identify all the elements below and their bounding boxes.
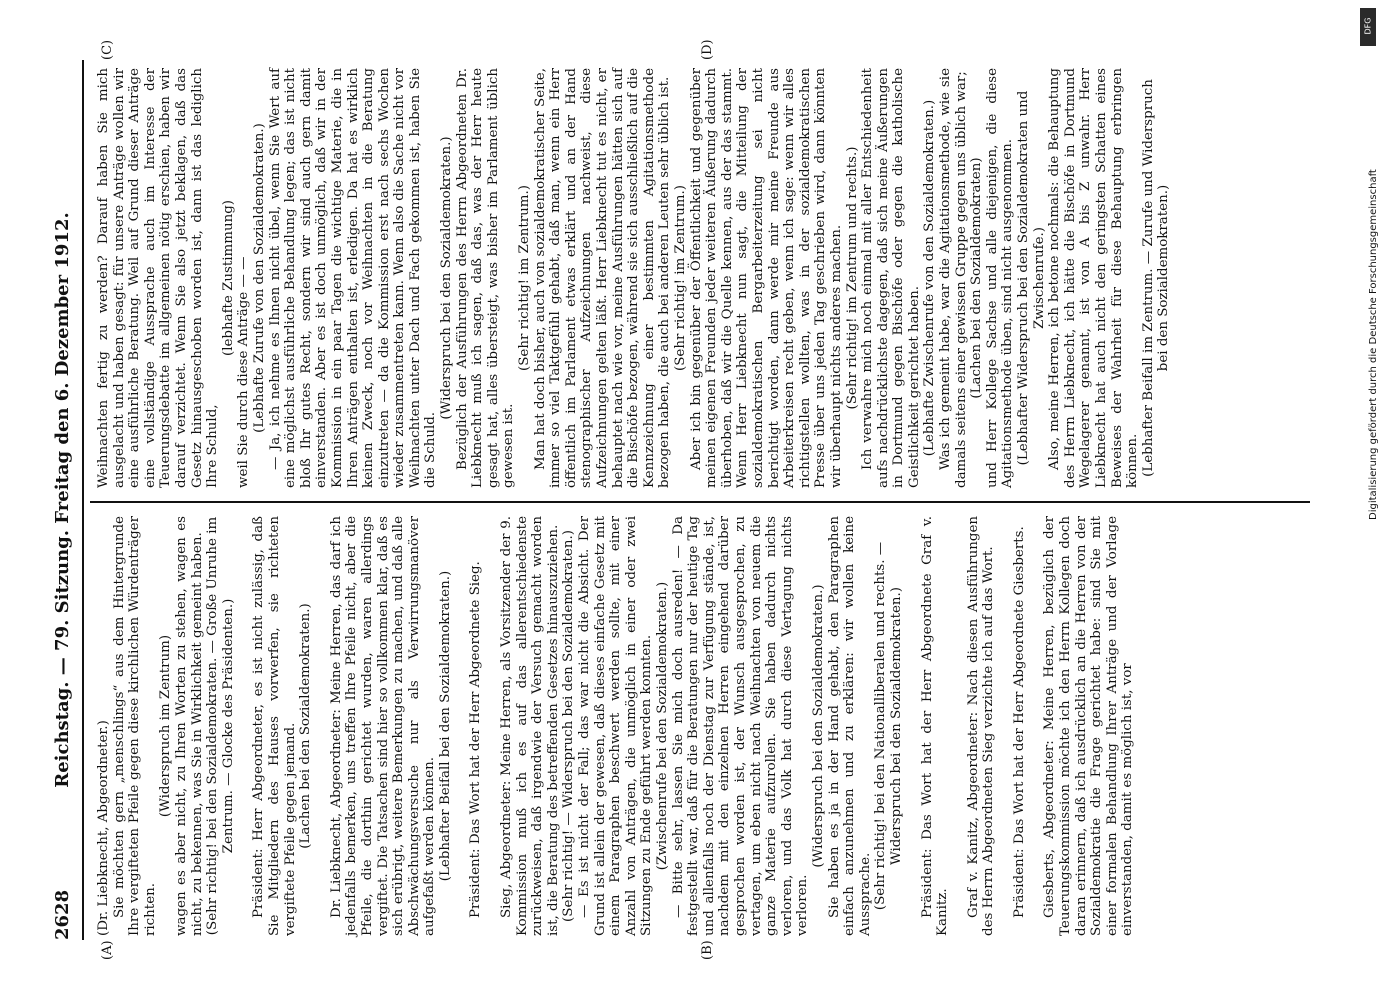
paragraph: Präsident: Das Wort hat der Herr Abgeordnete Graf v. Kanitz. — [919, 516, 951, 936]
paragraph: wagen es aber nicht, zu Ihren Worten zu stehen, wagen es nicht, zu bekennen, was Sie in Wirklichkeit gemeint haben. — [173, 516, 205, 936]
margin-marker-c: (C) — [100, 39, 115, 60]
paragraph: Präsident: Herr Abgeordneter, es ist nicht zulässig, daß Sie Mitgliedern des Hauses vorwerfen, sie richteten vergiftete Pfeile gegen jemand. — [251, 516, 298, 936]
paragraph: und Herr Kollege Sachse und alle diejenigen, die diese Agitationsmethode üben, sind nicht ausgenommen. — [984, 68, 1016, 488]
interjection: (Lebhafte Zwischenrufe von den Sozialdemokraten.) — [922, 99, 938, 457]
interjection: (Sehr richtig! — Widerspruch bei den Sozialdemokraten.) — [561, 530, 577, 922]
paragraph: Aber ich bin gegenüber der Öffentlichkeit und gegenüber meinen eigenen Freunden jeder weiteren Äußerung dadurch überhoben, daß wir die Quelle kennen, aus der das stammt. Wenn Herr Liebknecht nun sagt, die Mitteilung der sozialdemokratischen Bergarbeiterzeitung sei nicht berichtigt worden, dann werde mir meine Freunde aus Arbeiterkreisen recht geben, wenn ich sage: wenn wir alles richtigstellen wollten, was in der sozialdemokratischen Presse über uns jeden Tag geschrieben wird, dann könnten wir überhaupt nichts anderes machen. — [688, 68, 844, 488]
paragraph: Präsident: Das Wort hat der Herr Abgeordnete Sieg. — [468, 561, 484, 918]
dfg-logo — [1360, 8, 1376, 46]
interjection: (Sehr richtig! im Zentrum.) — [672, 185, 688, 371]
digitization-credit: Digitalisierung gefördert durch die Deutsche Forschungsgemeinschaft — [1368, 169, 1379, 520]
interjection: (Lachen bei den Sozialdemokraten) — [969, 157, 985, 399]
interjection: (Widerspruch bei den Sozialdemokraten.) — [439, 136, 455, 420]
speaker-note: (Dr. Liebknecht, Abgeordneter.) — [96, 720, 111, 936]
paragraph: Also, meine Herren, ich betone nochmals: die Behauptung des Herrn Liebknecht, ich hätte die Bischöfe in Dortmund Wegelagerer genannt, ist von A bis Z unwahr. Herr Liebknecht hat auch nicht den geringsten Schatten eines Beweises der Wahrheit für diese Behauptung erbringen können. — [1047, 68, 1141, 488]
paragraph: Man hat doch bisher, auch von sozialdemokratischer Seite, immer so viel Taktgefühl gehabt, daß man, wenn ein Herr öffentlich im Parlament etwas erklärt und an der Hand stenographischer Aufzeichnungen nachweist, diese Aufzeichnungen gelten läßt. Herr Liebknecht tut es nicht, er behauptet nach wie vor, meine Ausführungen hätten sich auf die Bischöfe bezogen, während sie sich ausschließlich auf die Kennzeichnung einer bestimmten Agitationsmethode bezogen haben, die auch bei anderen Leuten sehr üblich ist. — [532, 68, 673, 488]
interjection: (Widerspruch bei den Sozialdemokraten.) — [810, 584, 826, 868]
interjection: (Lebhafte Zurufe von den Sozialdemokraten.) — [251, 123, 267, 433]
header-rule — [82, 60, 84, 940]
interjection: (Lachen bei den Sozialdemokraten.) — [298, 603, 314, 849]
margin-marker-b: (B) — [700, 940, 715, 960]
page-header — [52, 60, 78, 940]
paragraph: Graf v. Kanitz, Abgeordneter: Nach diesen Ausführungen des Herrn Abgeordneten Sieg verzichte ich auf das Wort. — [965, 516, 997, 936]
page-number: 2628 — [52, 889, 73, 940]
interjection: (Zwischenrufe bei den Sozialdemokraten.) — [655, 581, 670, 871]
interjection: (Lebhafter Widerspruch bei den Sozialdemokraten und Zwischenrufe.) — [1016, 90, 1047, 466]
column-divider — [90, 501, 1310, 503]
paragraph: Sie haben es ja in der Hand gehabt, den Paragraphen einfach anzunehmen und zu erklären: wir wollen keine Aussprache. — [826, 516, 873, 936]
margin-marker-a: (A) — [100, 940, 115, 960]
interjection: (Lebhafter Beifall bei den Sozialdemokraten.) — [437, 570, 453, 882]
paragraph: Bezüglich der Ausführungen des Herrn Abgeordneten Dr. Liebknecht muß ich sagen, daß das, was der Herr heute gesagt hat, alles übersteigt, was bisher im Parlament üblich gewesen ist. — [454, 68, 517, 488]
interjection: (Lebhafter Beifall im Zentrum. — Zurufe und Widerspruch bei den Sozialdemokraten.) — [1140, 79, 1172, 477]
interjection: (Sehr richtig! bei den Nationalliberalen und rechts. — Widerspruch bei den Sozialdemokraten.) — [873, 541, 904, 911]
paragraph: Dr. Liebknecht, Abgeordneter: Meine Herren, das darf ich jedenfalls bemerken, uns treffen Ihre Pfeile nicht, aber die Pfeile, die dorthin gerichtet wurden, waren allerdings vergiftet. Die Tatsachen sind hier so vollkommen klar, daß es sich erübrigt, weitere Bemerkungen zu machen, und daß alle Abschwächungsversuche nur als Verwirrungsmanöver aufgefaßt werden können. — [328, 516, 438, 936]
paragraph: Weihnachten fertig zu werden? Darauf haben Sie mich ausgelacht und haben gesagt: für unsere Anträge wollen wir eine ausführliche Beratung. Weil auf Grund dieser Anträge eine vollständige Aussprache auch im Interesse der Teuerungsdebatte im allgemeinen nötig erschien, haben wir darauf verzichtet. Wenn Sie also jetzt beklagen, daß das Gesetz hinausgeschoben worden ist, dann ist das lediglich Ihre Schuld, — [96, 68, 221, 488]
paragraph: Sie möchten gern „menschlings“ aus dem Hintergrunde Ihre vergifteten Pfeile gegen diese kirchlichen Würdenträger richten. — [111, 516, 158, 936]
interjection: (Sehr richtig! bei den Sozialdemokraten. — Große Unruhe im Zentrum. — Glocke des Präsidenten.) — [205, 516, 236, 936]
interjection: (Sehr richtig! im Zentrum.) — [517, 185, 533, 371]
left-column — [96, 516, 1136, 936]
paragraph: — Ja, ich nehme es Ihnen nicht übel, wenn Sie Wert auf eine möglichst ausführliche Behandlung legen; das ist nicht bloß Ihr gutes Recht, sondern wir sind auch gern damit einverstanden. Aber es ist doch unmöglich, daß wir in der Kommission in ein paar Tagen die wichtige Materie, die in Ihren Anträgen enthalten ist, erledigen. Da hat es wirklich keinen Zweck, noch vor Weihnachten in die Beratung einzutreten — da die Kommission erst nach sechs Wochen wieder zusammentreten kann. Wenn also die Sache nicht vor Weihnachten unter Dach und Fach gekommen ist, haben Sie die Schuld. — [267, 68, 439, 488]
paragraph: — Es ist nicht der Fall; das war nicht die Absicht. Der Grund ist allein der gewesen, daß dieses einfache Gesetz mit einem Paragraphen beschwert werden sollte, mit einer Anzahl von Anträgen, die unmöglich in einer oder zwei Sitzungen zu Ende geführt werden konnten. — [577, 516, 655, 936]
paragraph: Präsident: Das Wort hat der Herr Abgeordnete Giesberts. — [1011, 526, 1027, 918]
dfg-logo-text: DFG — [1363, 17, 1373, 35]
paragraph: Ich verwahre mich noch einmal mit aller Entschiedenheit aufs nachdrücklichste dagegen, daß sich meine Äußerungen in Dortmund gegen Bischöfe oder gegen die katholische Geistlichkeit gerichtet haben. — [860, 68, 922, 488]
paragraph: Was ich gemeint habe, war die Agitationsmethode, wie sie damals seitens einer gewissen Gruppe gegen uns üblich war; — [938, 68, 969, 488]
paragraph: weil Sie durch diese Anträge — — — [236, 256, 252, 488]
interjection: (Sehr richtig! im Zentrum und rechts.) — [844, 146, 860, 410]
margin-marker-d: (D) — [700, 39, 715, 60]
paragraph: Giesberts, Abgeordneter: Meine Herren, bezüglich der Teuerungskommission möchte ich den Herrn Kollegen doch daran erinnern, daß ich ausdrücklich an die Herren von der Sozialdemokratie die Frage gerichtet habe: sind Sie mit einer formalen Behandlung Ihrer Anträge und der Vorlage einverstanden, damit es möglich ist, vor — [1042, 516, 1136, 936]
paragraph: — Bitte sehr, lassen Sie mich doch ausreden! — Da festgestellt war, daß für die Beratungen nur der heutige Tag und allenfalls noch der Dienstag zur Verfügung stände, ist, nachdem mit den einzelnen Herren eingehend darüber gesprochen worden ist, der Wunsch ausgesprochen, zu vertagen, um eben nicht nach Weihnachten von neuem die ganze Materie aufzurollen. Sie haben dadurch nichts verloren, und das Volk hat durch diese Vertagung nichts verloren. — [670, 516, 811, 936]
right-column — [96, 68, 1172, 488]
session-title: Reichstag. — 79. Sitzung. Freitag den 6. Dezember 1912. — [52, 212, 73, 788]
paragraph: Sieg, Abgeordneter: Meine Herren, als Vorsitzender der 9. Kommission muß ich es auf das allerentschiedenste zurückweisen, daß irgendwie der Versuch gemacht worden ist, die Beratung des betreffenden Gesetzes hinauszuziehen. — [499, 516, 561, 936]
interjection: (Widerspruch im Zentrum) — [158, 634, 174, 818]
interjection: (lebhafte Zustimmung) — [220, 199, 236, 357]
